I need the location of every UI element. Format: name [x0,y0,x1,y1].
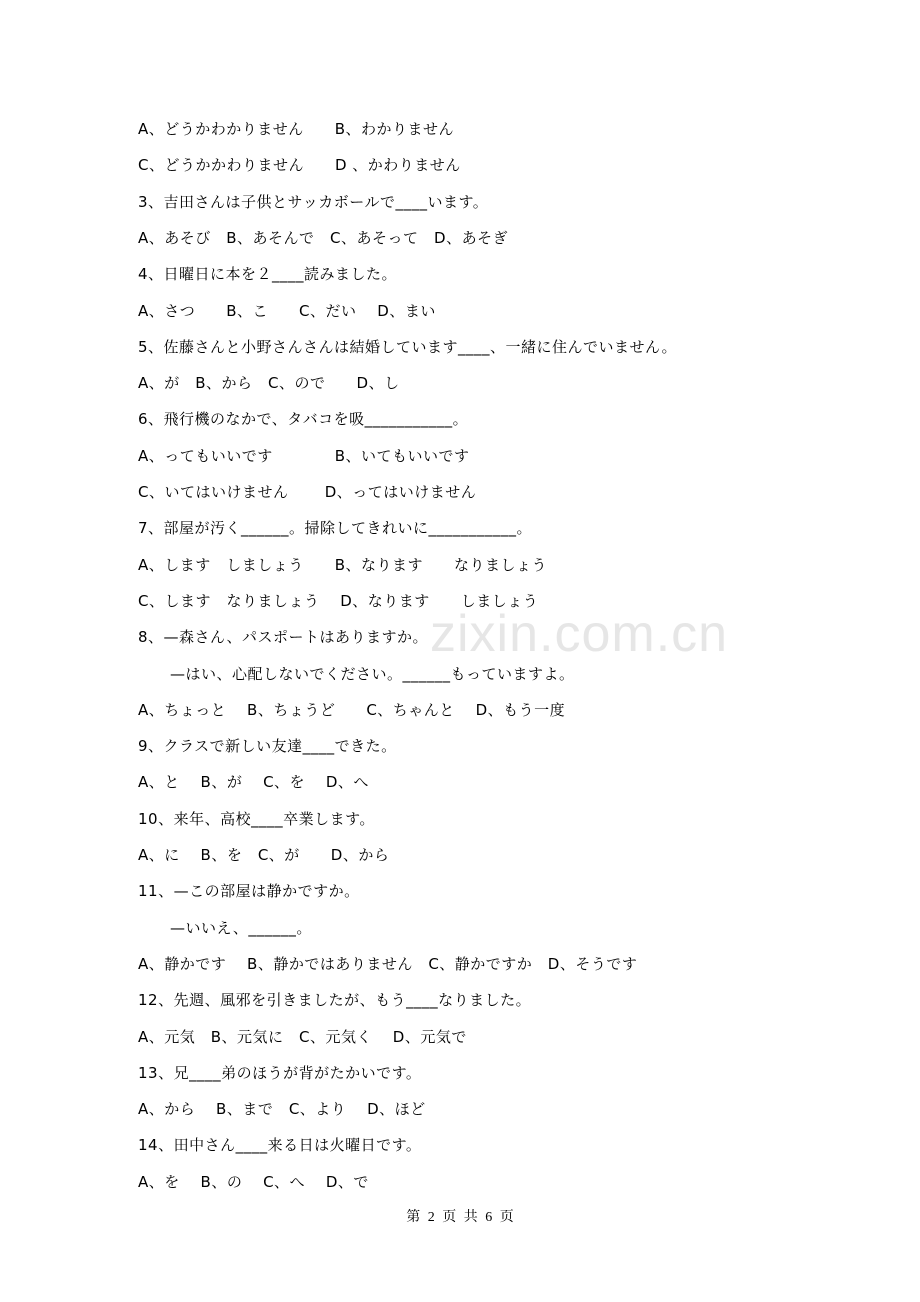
text-line: C、します なりましょう D、なります しましょう [138,591,539,610]
watermark: zixin.com.cn [430,605,729,663]
text-line: 9、クラスで新しい友達____できた。 [138,737,397,756]
text-line: A、を B、の C、へ D、で [138,1172,369,1191]
text-line: —はい、心配しないでください。______もっていますよ。 [170,664,575,683]
text-line: A、ってもいいです B、いてもいいです [138,446,470,465]
text-line: A、します しましょう B、なります なりましょう [138,555,548,574]
text-line: A、が B、から C、ので D、し [138,374,400,393]
text-line: A、と B、が C、を D、へ [138,773,369,792]
text-line: A、静かです B、静かではありません C、静かですか D、そうです [138,954,638,973]
text-line: 11、—この部屋は静かですか。 [138,882,360,901]
text-line: A、さつ B、こ C、だい D、まい [138,301,436,320]
text-line: A、どうかわかりません B、わかりません [138,120,455,138]
text-line: 13、兄____弟のほうが背がたかいです。 [138,1063,422,1082]
text-line: A、から B、まで C、より D、ほど [138,1100,426,1119]
text-line: —いいえ、______。 [170,918,312,937]
text-line: A、あそび B、あそんで C、あそって D、あそぎ [138,228,509,247]
text-line: A、に B、を C、が D、から [138,846,390,864]
text-line: 7、部屋が汚く______。掃除してきれいに___________。 [138,519,533,538]
text-line: C、どうかかわりません D 、かわりません [138,156,461,175]
text-line: 6、飛行機のなかで、タバコを吸___________。 [138,410,469,429]
text-line: C、いてはいけません D、ってはいけません [138,483,477,501]
text-line: A、元気 B、元気に C、元気く D、元気で [138,1027,467,1046]
text-line: 4、日曜日に本を２____読みました。 [138,265,398,284]
text-line: 8、—森さん、パスポートはありますか。 [138,628,428,647]
text-line: A、ちょっと B、ちょうど C、ちゃんと D、もう一度 [138,700,566,719]
text-line: 12、先週、風邪を引きましたが、もう____なりました。 [138,991,532,1010]
text-line: 14、田中さん____来る日は火曜日です。 [138,1136,422,1155]
text-line: 5、佐藤さんと小野さんさんは結婚しています____、一緒に住んでいません。 [138,337,677,356]
text-line: 3、吉田さんは子供とサッカボールで____います。 [138,192,489,211]
page-footer: 第 2 页 共 6 页 [406,1210,514,1225]
text-line: 10、来年、高校____卒業します。 [138,809,375,828]
